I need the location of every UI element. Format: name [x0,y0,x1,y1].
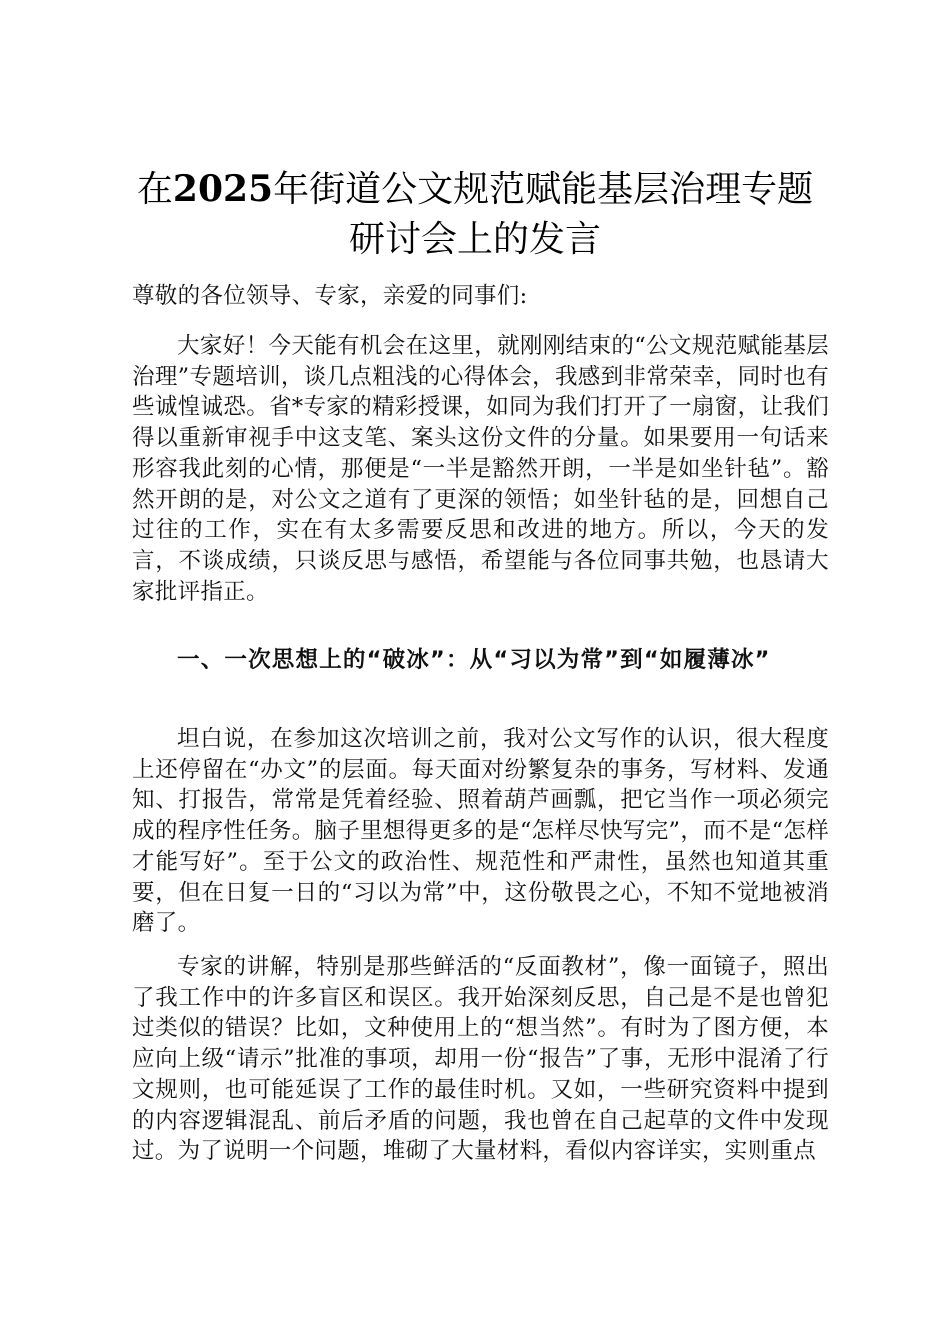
title-prefix: 在 [136,169,173,210]
section-heading-1: 一、一次思想上的“破冰”：从“习以为常”到“如履薄冰” [177,647,771,673]
salutation: 尊敬的各位领导、专家，亲爱的同事们: [132,283,528,309]
title-suffix: 年街道公文规范赋能基层治理专题研讨会上的发言 [273,169,814,260]
title-year: 2025 [172,168,274,210]
paragraph-opening: 大家好！今天能有机会在这里，就刚刚结束的“公文规范赋能基层治理”专题培训，谈几点粗浅的心得体会，我感到非常荣幸，同时也有些诚惶诚恐。省*专家的精彩授课，如同为我们打开了一扇窗，让我们得以重新审视手中这支笔、案头这份文件的分量。如果要用一句话来形容我此刻的心情，那便是“一半是豁然开朗，一半是如坐针毡”。豁然开朗的是，对公文之道有了更深的领悟；如坐针毡的是，回想自己过往的工作，实在有太多需要反思和改进的地方。所以，今天的发言，不谈成绩，只谈反思与感悟，希望能与各位同事共勉，也恳请大家批评指正。 [132,333,829,605]
paragraph-section1-1: 坦白说，在参加这次培训之前，我对公文写作的认识，很大程度上还停留在“办文”的层面。每天面对纷繁复杂的事务，写材料、发通知、打报告，常常是凭着经验、照着葫芦画瓢，把它当作一项必须完成的程序性任务。脑子里想得更多的是“怎样尽快写完”，而不是“怎样才能写好”。至于公文的政治性、规范性和严肃性，虽然也知道其重要，但在日复一日的“习以为常”中，这份敬畏之心，不知不觉地被消磨了。 [132,726,829,937]
paragraph-section1-2: 专家的讲解，特别是那些鲜活的“反面教材”，像一面镜子，照出了我工作中的许多盲区和误区。我开始深刻反思，自己是不是也曾犯过类似的错误？比如，文种使用上的“想当然”。有时为了图方便，本应向上级“请示”批准的事项，却用一份“报告”了事，无形中混淆了行文规则，也可能延误了工作的最佳时机。又如，一些研究资料中提到的内容逻辑混乱、前后矛盾的问题，我也曾在自己起草的文件中发现过。为了说明一个问题，堆砌了大量材料，看似内容详实，实则重点 [132,954,829,1165]
document-title [125,164,825,265]
